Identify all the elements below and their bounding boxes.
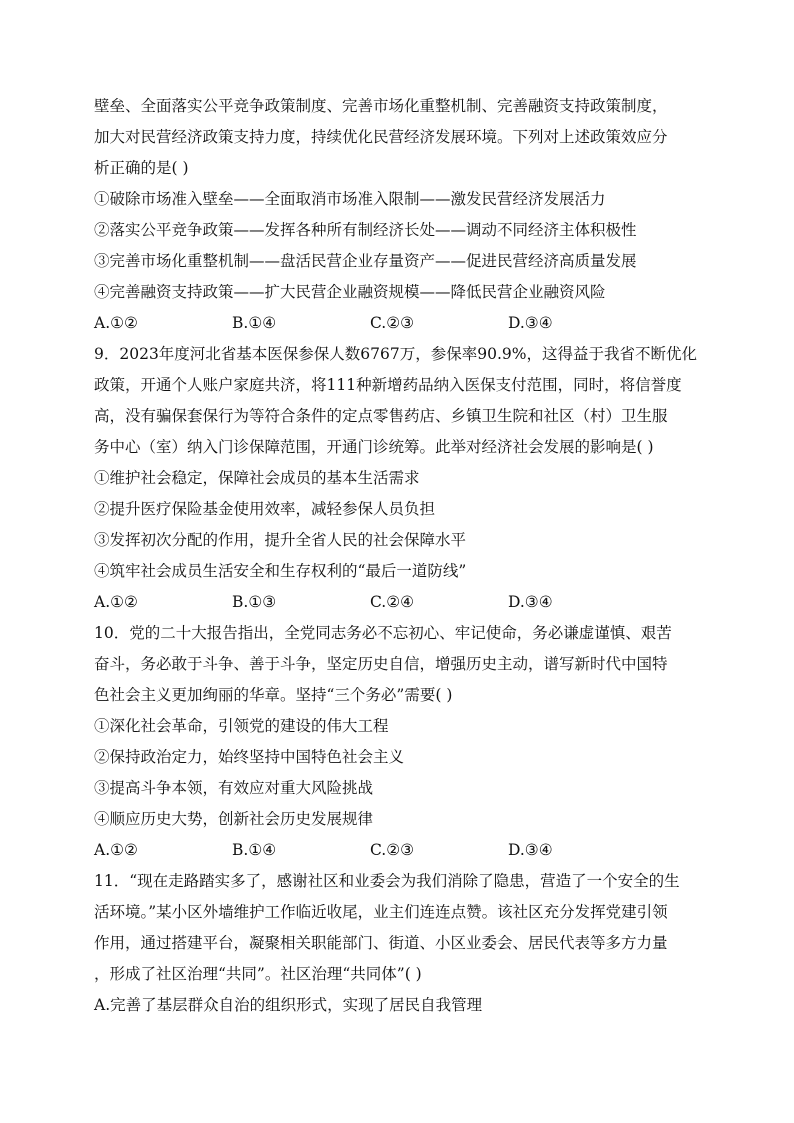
question-10-choices xyxy=(94,835,706,866)
question-10-choice-b[interactable]: B.①④ xyxy=(232,841,277,859)
question-10-choice-c[interactable]: C.②③ xyxy=(370,841,415,859)
question-9-stem-line: 务中心（室）纳入门诊保障范围，开通门诊统筹。此举对经济社会发展的影响是( ) xyxy=(94,438,654,456)
question-10-item-4: ④顺应历史大势，创新社会历史发展规律 xyxy=(94,810,374,828)
question-9-stem-line: 高，没有骗保套保行为等符合条件的定点零售药店、乡镇卫生院和社区（村）卫生服 xyxy=(94,407,668,425)
question-10-item-1: ①深化社会革命，引领党的建设的伟大工程 xyxy=(94,717,389,735)
question-9-stem-line: 9．2023年度河北省基本医保参保人数6767万，参保率90.9%，这得益于我省不断优化 xyxy=(94,345,697,363)
question-8-choice-c[interactable]: C.②③ xyxy=(370,314,415,332)
question-9 xyxy=(94,339,706,618)
question-11-stem-line: 11．“现在走路踏实多了，感谢社区和业委会为我们消除了隐患，营造了一个安全的生 xyxy=(94,872,680,890)
question-9-item-4: ④筑牢社会成员生活安全和生存权利的“最后一道防线” xyxy=(94,562,467,580)
question-9-choice-c[interactable]: C.②④ xyxy=(370,593,415,611)
question-10-item-2: ②保持政治定力，始终坚持中国特色社会主义 xyxy=(94,748,405,766)
question-8 xyxy=(94,91,706,339)
question-10-stem-line: 奋斗，务必敢于斗争、善于斗争，坚定历史自信，增强历史主动，谱写新时代中国特 xyxy=(94,655,668,673)
question-10-stem-line: 10．党的二十大报告指出，全党同志务必不忘初心、牢记使命，务必谦虚谨慎、艰苦 xyxy=(94,624,672,642)
question-8-choice-b[interactable]: B.①④ xyxy=(232,314,277,332)
question-10-item-3: ③提高斗争本领，有效应对重大风险挑战 xyxy=(94,779,374,797)
question-10-choice-d[interactable]: D.③④ xyxy=(508,841,553,859)
question-9-stem-line: 政策，开通个人账户家庭共济，将111种新增药品纳入医保支付范围，同时，将信誉度 xyxy=(94,376,682,394)
question-9-item-2: ②提升医疗保险基金使用效率，减轻参保人员负担 xyxy=(94,500,436,518)
question-10 xyxy=(94,618,706,866)
question-9-item-3: ③发挥初次分配的作用，提升全省人民的社会保障水平 xyxy=(94,531,467,549)
question-8-stem-line: 加大对民营经济政策支持力度，持续优化民营经济发展环境。下列对上述政策效应分 xyxy=(94,128,668,146)
question-8-choices xyxy=(94,308,706,339)
question-8-stem-line: 壁垒、全面落实公平竞争政策制度、完善市场化重整机制、完善融资支持政策制度， xyxy=(94,97,668,115)
question-8-choice-a[interactable]: A.①② xyxy=(94,314,138,332)
question-11-stem-line: ，形成了社区治理“共同”。社区治理“共同体”( ) xyxy=(94,965,422,983)
question-11 xyxy=(94,866,706,1021)
question-9-choice-a[interactable]: A.①② xyxy=(94,593,138,611)
question-8-item-4: ④完善融资支持政策——扩大民营企业融资规模——降低民营企业融资风险 xyxy=(94,283,606,301)
question-9-item-1: ①维护社会稳定，保障社会成员的基本生活需求 xyxy=(94,469,420,487)
question-9-choices xyxy=(94,587,706,618)
question-8-item-2: ②落实公平竞争政策——发挥各种所有制经济长处——调动不同经济主体积极性 xyxy=(94,221,637,239)
question-8-stem-line: 析正确的是( ) xyxy=(94,159,189,177)
question-content xyxy=(94,91,706,1021)
question-11-stem-line: 活环境。”某小区外墙维护工作临近收尾，业主们连连点赞。该社区充分发挥党建引领 xyxy=(94,903,668,921)
question-9-choice-b[interactable]: B.①③ xyxy=(232,593,277,611)
question-11-choice-a[interactable]: A.完善了基层群众自治的组织形式，实现了居民自我管理 xyxy=(94,996,483,1014)
question-10-stem-line: 色社会主义更加绚丽的华章。坚持“三个务必”需要( ) xyxy=(94,686,453,704)
question-9-choice-d[interactable]: D.③④ xyxy=(508,593,553,611)
question-8-item-1: ①破除市场准入壁垒——全面取消市场准入限制——激发民营经济发展活力 xyxy=(94,190,606,208)
question-10-choice-a[interactable]: A.①② xyxy=(94,841,138,859)
question-11-stem-line: 作用，通过搭建平台，凝聚相关职能部门、街道、小区业委会、居民代表等多方力量 xyxy=(94,934,668,952)
question-8-choice-d[interactable]: D.③④ xyxy=(508,314,553,332)
question-8-item-3: ③完善市场化重整机制——盘活民营企业存量资产——促进民营经济高质量发展 xyxy=(94,252,637,270)
